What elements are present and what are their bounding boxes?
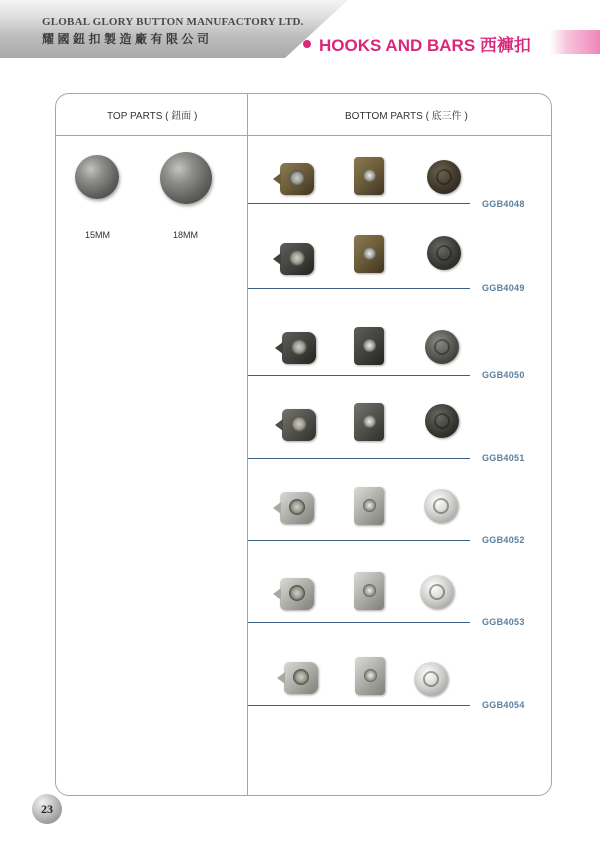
bar-image	[354, 327, 384, 365]
section-tab-accent	[550, 30, 600, 54]
row-rule	[248, 458, 470, 459]
row-rule	[248, 203, 470, 204]
bar-image	[354, 403, 384, 441]
cap-18mm-image	[160, 152, 212, 204]
product-code: GGB4051	[482, 453, 525, 463]
product-code: GGB4052	[482, 535, 525, 545]
section-title-text: HOOKS AND BARS 西褲扣	[319, 36, 531, 55]
hook-image	[280, 578, 314, 610]
hook-image	[282, 409, 316, 441]
bar-image	[354, 235, 384, 273]
stud-image	[424, 489, 458, 523]
stud-image	[414, 662, 448, 696]
bottom-parts-heading: BOTTOM PARTS ( 底三件 )	[345, 111, 468, 122]
cap-size-label: 15MM	[85, 230, 111, 240]
section-title	[303, 31, 531, 56]
bar-image	[355, 657, 385, 695]
cap-15mm-image	[75, 155, 119, 199]
product-code: GGB4049	[482, 283, 525, 293]
product-code: GGB4053	[482, 617, 525, 627]
bar-image	[354, 157, 384, 195]
row-rule	[248, 705, 470, 706]
stud-image	[427, 160, 461, 194]
row-rule	[248, 540, 470, 541]
row-rule	[248, 288, 470, 289]
hook-image	[282, 332, 316, 364]
company-name-english: GLOBAL GLORY BUTTON MANUFACTORY LTD.	[42, 16, 304, 28]
top-parts-heading: TOP PARTS ( 鈕面 )	[107, 111, 198, 122]
row-rule	[248, 375, 470, 376]
stud-image	[427, 236, 461, 270]
cap-size-label: 18MM	[173, 230, 199, 240]
stud-image	[425, 404, 459, 438]
bullet-icon	[303, 40, 311, 48]
header-divider	[56, 135, 551, 136]
bar-image	[354, 487, 384, 525]
bar-image	[354, 572, 384, 610]
row-rule	[248, 622, 470, 623]
column-divider	[247, 93, 248, 796]
product-code: GGB4054	[482, 700, 525, 710]
company-name-chinese: 耀國鈕扣製造廠有限公司	[42, 32, 213, 46]
stud-image	[420, 575, 454, 609]
stud-image	[425, 330, 459, 364]
hook-image	[284, 662, 318, 694]
product-code: GGB4048	[482, 199, 525, 209]
page-number: 23	[32, 794, 62, 824]
hook-image	[280, 163, 314, 195]
hook-image	[280, 492, 314, 524]
hook-image	[280, 243, 314, 275]
product-code: GGB4050	[482, 370, 525, 380]
